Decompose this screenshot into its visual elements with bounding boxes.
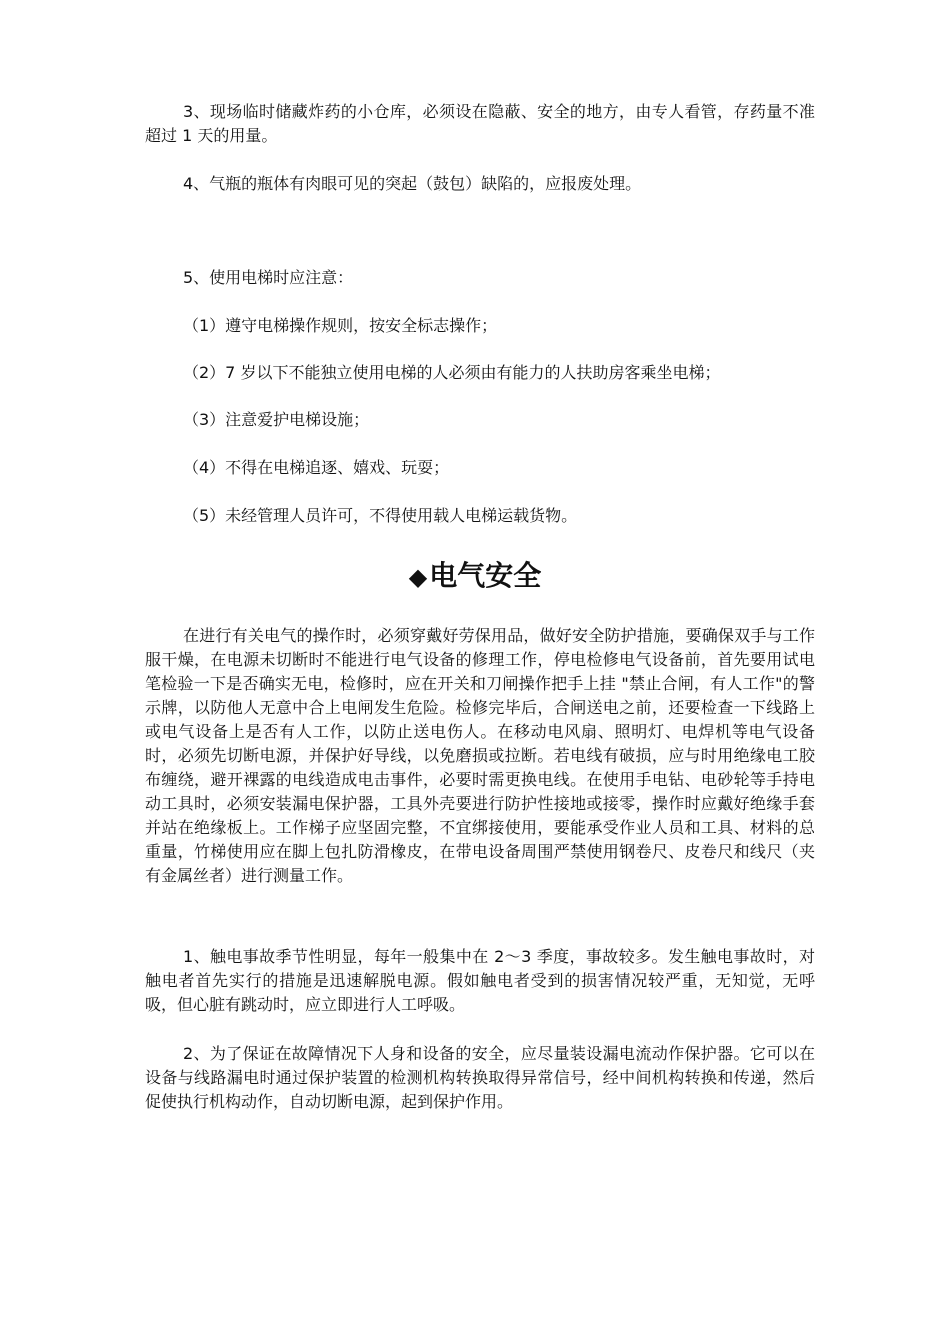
paragraph-electric-1: 1、触电事故季节性明显，每年一般集中在 2～3 季度，事故较多。发生触电事故时，对触电者首先实行的措施是迅速解脱电源。假如触电者受到的损害情况较严重，无知觉，无呼吸，但心脏有跳动时，应立即进行人工呼吸。 [145,947,815,1014]
elevator-item-3: （3）注意爱护电梯设施； [183,410,370,429]
elevator-item-2: （2）7 岁以下不能独立使用电梯的人必须由有能力的人扶助房客乘坐电梯； [183,363,721,382]
section-title: 电气安全 [429,559,542,592]
elevator-item-5: （5）未经管理人员许可，不得使用载人电梯运载货物。 [183,506,578,525]
section-heading [0,556,950,597]
paragraph-gas-cylinder: 4、气瓶的瓶体有肉眼可见的突起（鼓包）缺陷的，应报废处理。 [183,174,642,193]
paragraph-explosives-storage: 3、现场临时储藏炸药的小仓库，必须设在隐蔽、安全的地方，由专人看管，存药量不准超过 1 天的用量。 [145,102,815,145]
elevator-item-4: （4）不得在电梯追逐、嬉戏、玩耍； [183,458,450,477]
paragraph-electric-intro: 在进行有关电气的操作时，必须穿戴好劳保用品，做好安全防护措施，要确保双手与工作服干燥，在电源未切断时不能进行电气设备的修理工作，停电检修电气设备前，首先要用试电笔检验一下是否确实无电，检修时，应在开关和刀闸操作把手上挂 "禁止合闸，有人工作"的警示牌，以防他人无意中合上电闸发生危险。检修完毕后，合闸送电之前，还要检查一下线路上或电气设备上是否有人工作，以防止送电伤人。在移动电风扇、照明灯、电焊机等电气设备时，必须先切断电源，并保护好导线，以免磨损或拉断。若电线有破损，应与时用绝缘电工胶布缠绕，避开裸露的电线造成电击事件，必要时需更换电线。在使用手电钻、电砂轮等手持电动工具时，必须安装漏电保护器，工具外壳要进行防护性接地或接零，操作时应戴好绝缘手套并站在绝缘板上。工作梯子应坚固完整，不宜绑接使用，要能承受作业人员和工具、材料的总重量，竹梯使用应在脚上包扎防滑橡皮，在带电设备周围严禁使用钢卷尺、皮卷尺和线尺（夹有金属丝者）进行测量工作。 [145,626,815,885]
paragraph-elevator-intro: 5、使用电梯时应注意： [183,268,354,287]
paragraph-electric-2: 2、为了保证在故障情况下人身和设备的安全，应尽量装设漏电流动作保护器。它可以在设备与线路漏电时通过保护装置的检测机构转换取得异常信号，经中间机构转换和传递，然后促使执行机构动作，自动切断电源，起到保护作用。 [145,1044,815,1111]
diamond-icon: ◆ [408,563,428,591]
elevator-item-1: （1）遵守电梯操作规则，按安全标志操作； [183,316,498,335]
